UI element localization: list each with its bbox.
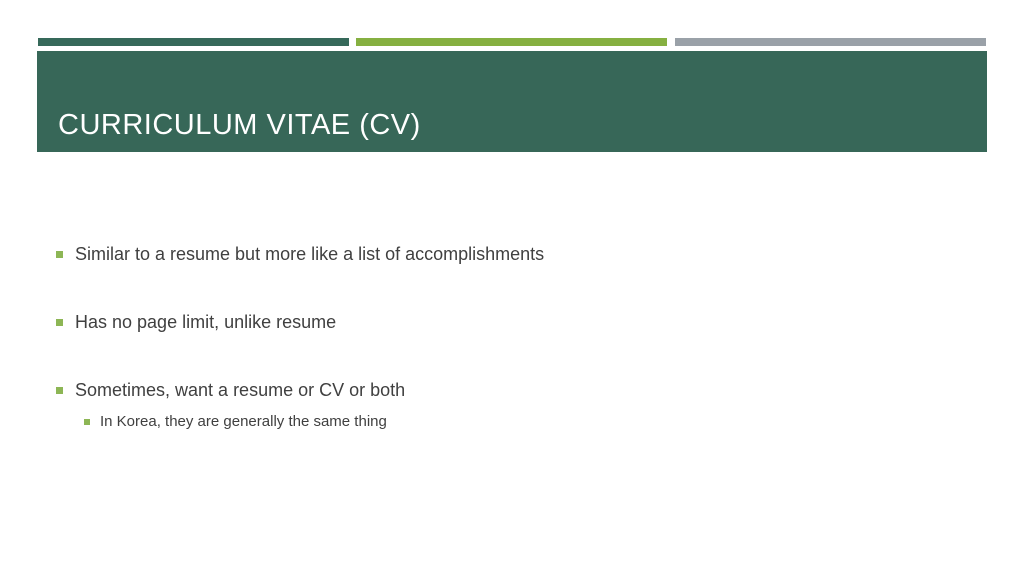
bullet-item <box>56 312 336 333</box>
bullet-text: Sometimes, want a resume or CV or both <box>75 380 406 400</box>
accent-stripe-dark-green <box>38 38 349 46</box>
square-bullet-icon <box>56 319 63 326</box>
slide-title: CURRICULUM VITAE (CV) <box>58 109 421 141</box>
accent-stripe-light-green <box>356 38 667 46</box>
square-bullet-icon <box>84 419 90 425</box>
bullet-item <box>56 244 544 265</box>
bullet-item <box>56 380 405 401</box>
title-bar <box>37 51 987 152</box>
bullet-text: Similar to a resume but more like a list of accomplishments <box>75 244 545 264</box>
sub-bullet-item <box>84 413 387 430</box>
square-bullet-icon <box>56 251 63 258</box>
accent-stripe-gray <box>675 38 986 46</box>
bullet-text: Has no page limit, unlike resume <box>75 312 337 332</box>
square-bullet-icon <box>56 387 63 394</box>
sub-bullet-text: In Korea, they are generally the same thing <box>100 413 387 430</box>
